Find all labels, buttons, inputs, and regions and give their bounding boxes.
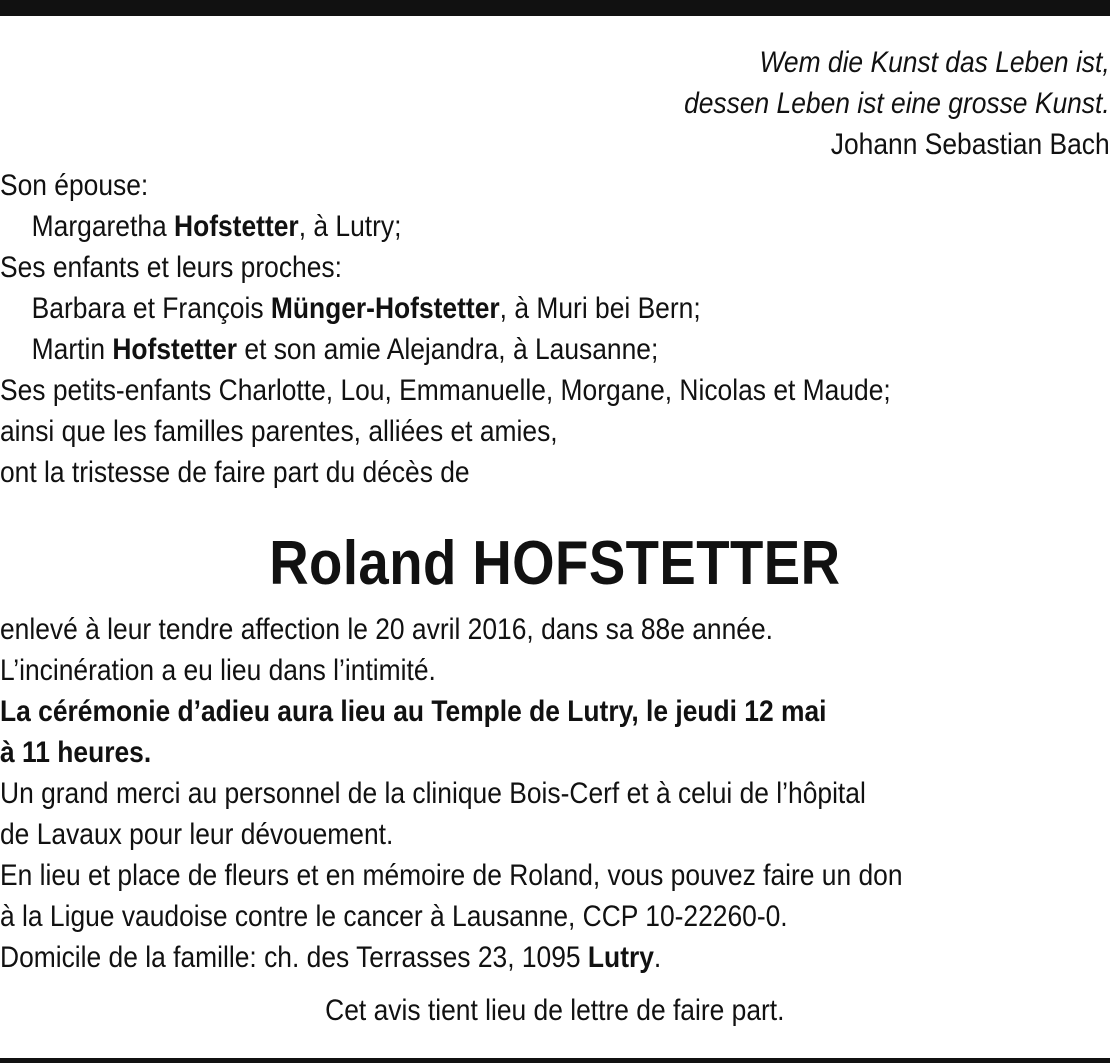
quote-author: Johann Sebastian Bach: [830, 128, 1110, 161]
ceremony-line-2: à 11 heures.: [0, 736, 152, 769]
child-entry-1: [0, 288, 1110, 329]
spouse-last-name: Hofstetter: [174, 210, 299, 243]
grandchildren-line: Ses petits-enfants Charlotte, Lou, Emmanuelle, Morgane, Nicolas et Maude;: [0, 374, 891, 407]
ceremony-line-1: La cérémonie d’adieu aura lieu au Temple de Lutry, le jeudi 12 mai: [0, 695, 827, 728]
spouse-label: Son épouse:: [0, 169, 149, 202]
domicile-end: .: [653, 941, 662, 974]
deceased-name: Roland HOFSTETTER: [269, 529, 841, 598]
spouse-first-name: Margaretha: [31, 210, 175, 243]
child-entry-2: [0, 329, 1110, 370]
child2-first-name: Martin: [31, 333, 113, 366]
death-details: enlevé à leur tendre affection le 20 avril 2016, dans sa 88e année.: [0, 613, 774, 646]
epigraph-quote: [0, 42, 1110, 165]
child1-place: , à Muri bei Bern;: [499, 292, 701, 325]
spouse-entry: [0, 206, 1110, 247]
child2-last-name: Hofstetter: [112, 333, 238, 366]
domicile-address: Domicile de la famille: ch. des Terrasses 23, 1095: [0, 941, 588, 974]
thanks-line-1: Un grand merci au personnel de la clinique Bois-Cerf et à celui de l’hôpital: [0, 777, 866, 810]
spouse-place: , à Lutry;: [298, 210, 402, 243]
children-label: Ses enfants et leurs proches:: [0, 251, 342, 284]
child1-first-names: Barbara et François: [31, 292, 271, 325]
closing-note: Cet avis tient lieu de lettre de faire part.: [325, 994, 785, 1027]
bottom-border-rule: [0, 1058, 1110, 1063]
child2-place: et son amie Alejandra, à Lausanne;: [237, 333, 659, 366]
donation-line-1: En lieu et place de fleurs et en mémoire de Roland, vous pouvez faire un don: [0, 859, 903, 892]
quote-line-1: Wem die Kunst das Leben ist,: [759, 46, 1110, 79]
domicile-city: Lutry: [587, 941, 654, 974]
domicile-line: [0, 937, 1110, 978]
thanks-line-2: de Lavaux pour leur dévouement.: [0, 818, 394, 851]
relatives-line: ainsi que les familles parentes, alliées et amies,: [0, 415, 558, 448]
quote-line-2: dessen Leben ist eine grosse Kunst.: [684, 87, 1110, 120]
obituary-notice: [0, 42, 1110, 1031]
donation-line-2: à la Ligue vaudoise contre le cancer à Lausanne, CCP 10-22260-0.: [0, 900, 788, 933]
announcement-line: ont la tristesse de faire part du décès de: [0, 456, 470, 489]
child1-last-name: Münger-Hofstetter: [270, 292, 500, 325]
cremation-note: L’incinération a eu lieu dans l’intimité.: [0, 654, 436, 687]
top-border-rule: [0, 0, 1110, 16]
